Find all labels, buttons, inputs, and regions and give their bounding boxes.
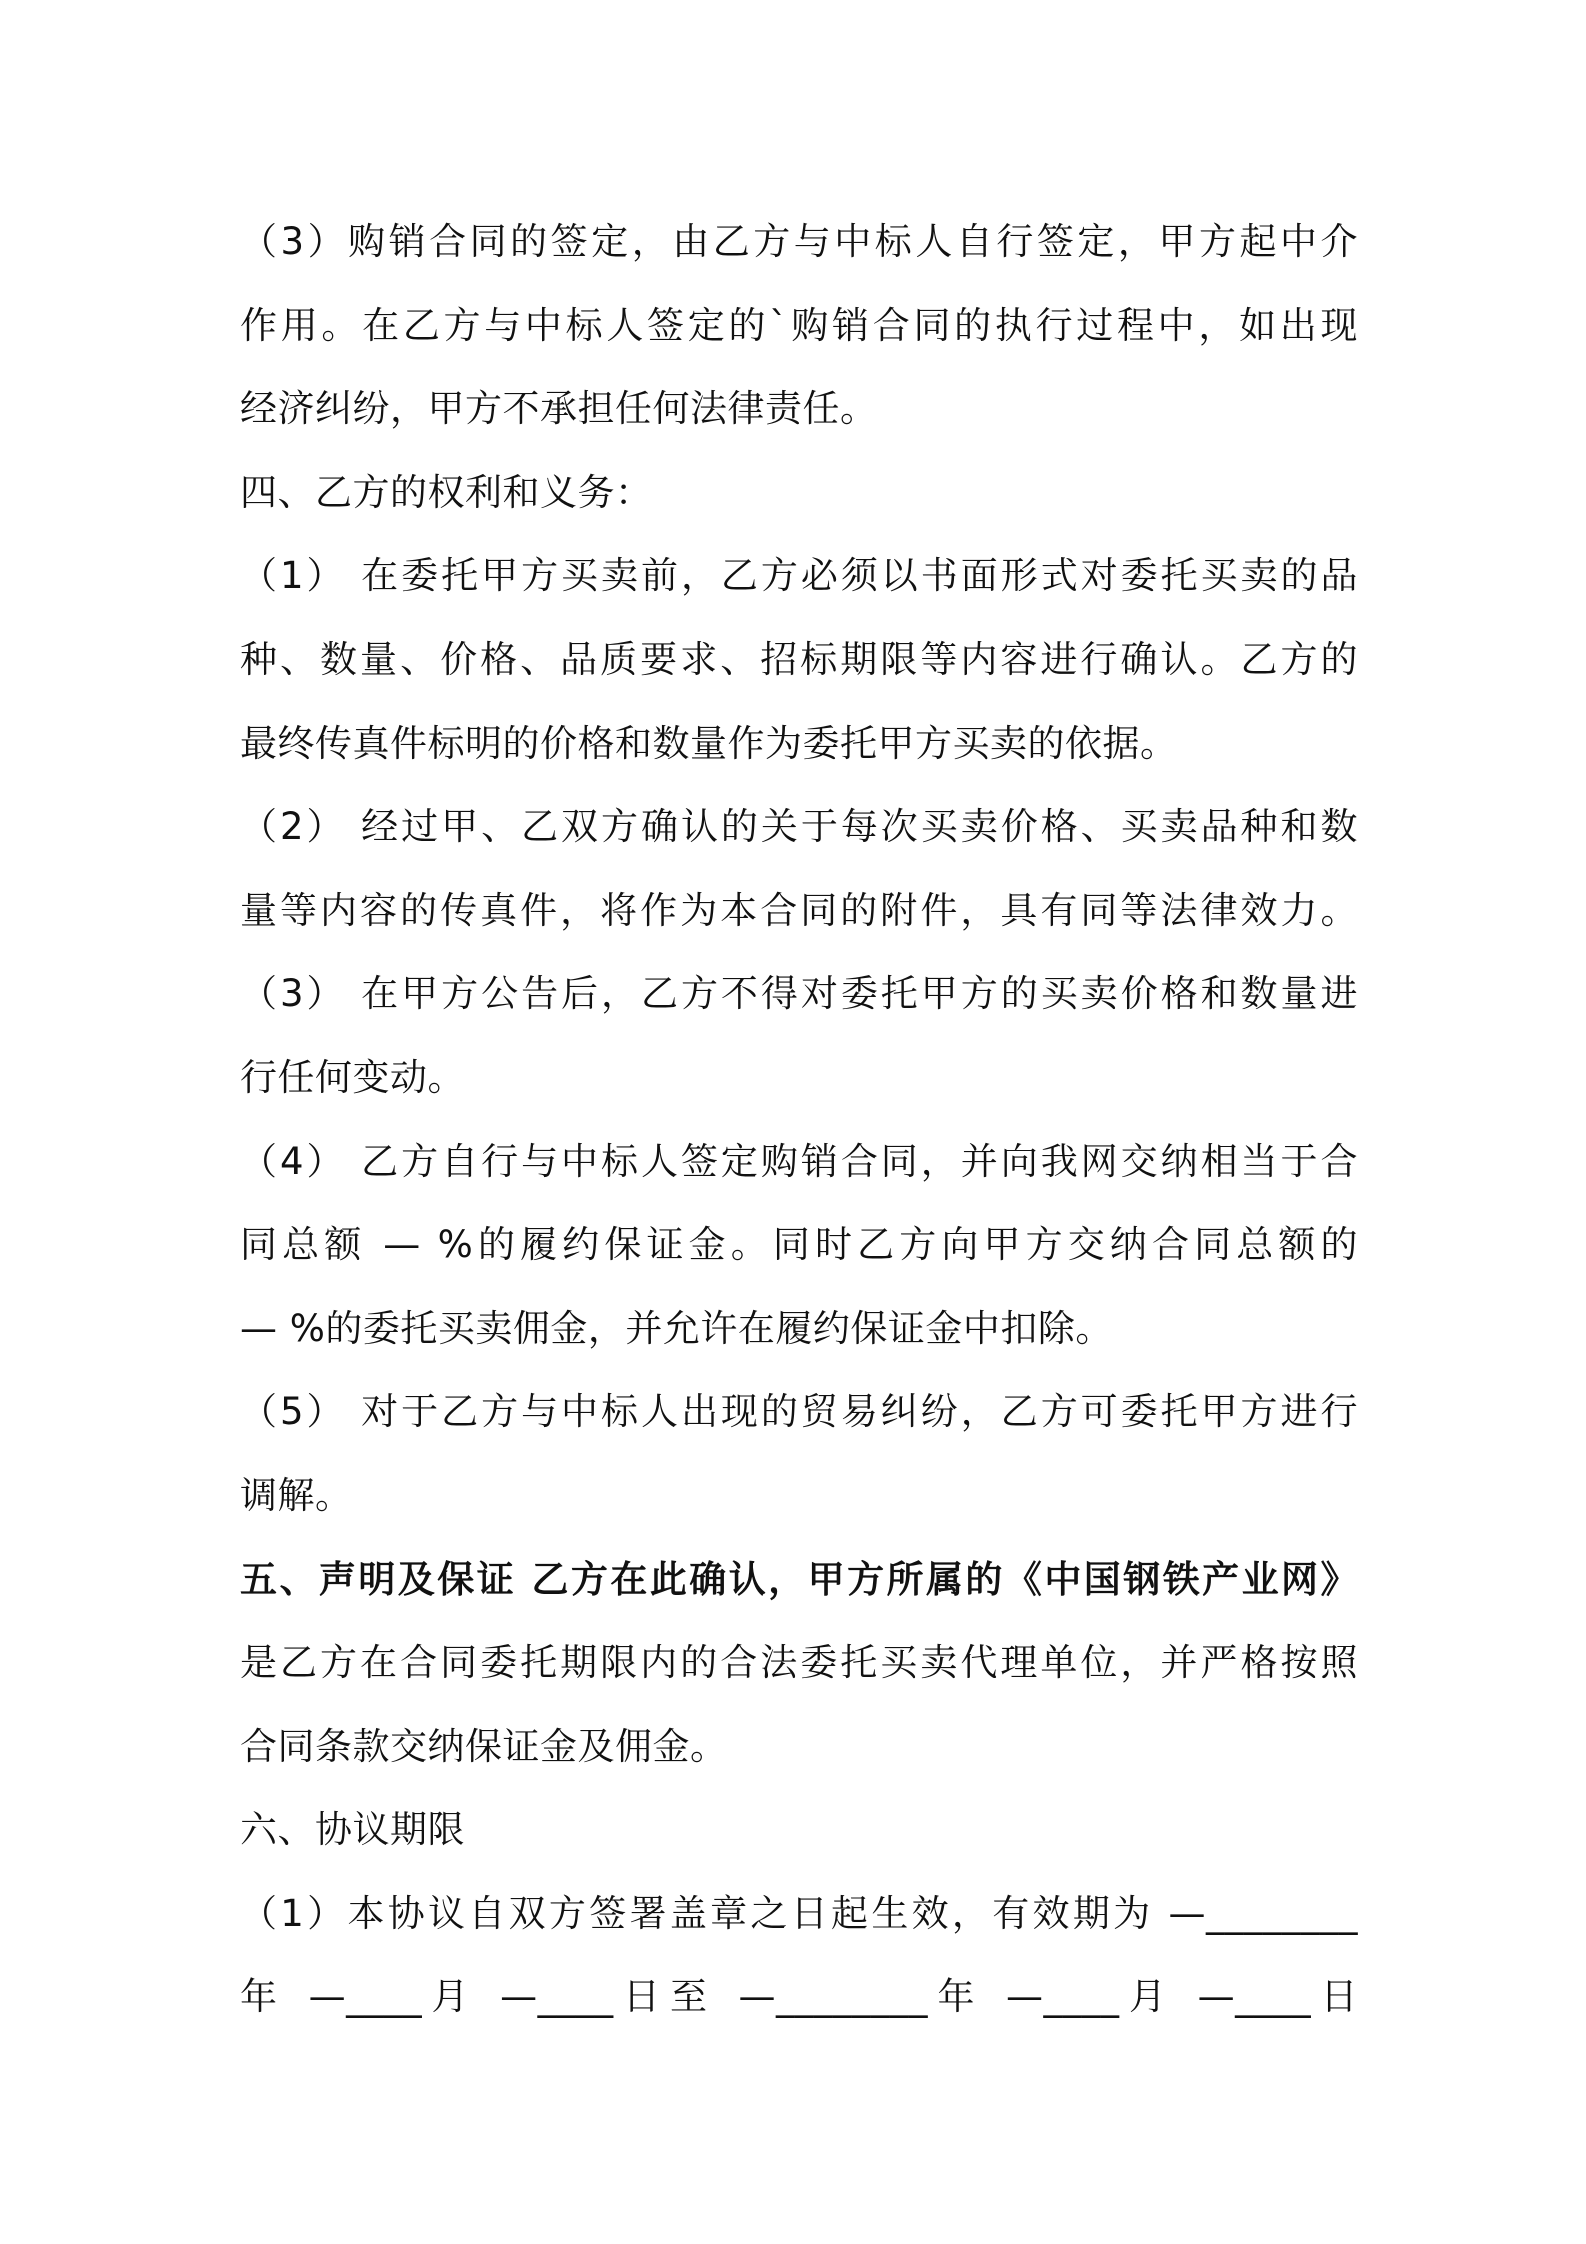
section-6-item-1-line-1: （1）本协议自双方签署盖章之日起生效，有效期为 —________	[240, 1891, 1358, 1935]
section-5-line-1: 五、声明及保证 乙方在此确认，甲方所属的《中国钢铁产业网》	[240, 1557, 1358, 1601]
section-5-line-3: 合同条款交纳保证金及佣金。	[240, 1724, 728, 1768]
section-4-item-1-line-3: 最终传真件标明的价格和数量作为委托甲方买卖的依据。	[240, 721, 1178, 765]
section-6-item-1-line-2: 年 —____月 —____日至 —________年 —____月 —____日	[240, 1975, 1358, 2019]
section-4-item-3-line-1: （3） 在甲方公告后，乙方不得对委托甲方的买卖价格和数量进	[240, 972, 1358, 1016]
section-4-item-5-line-1: （5） 对于乙方与中标人出现的贸易纠纷，乙方可委托甲方进行	[240, 1390, 1358, 1434]
section-4-heading: 四、乙方的权利和义务：	[240, 470, 653, 514]
section-4-item-4-line-3: — %的委托买卖佣金，并允许在履约保证金中扣除。	[240, 1306, 1113, 1350]
document-body	[240, 200, 1358, 2039]
clause-3-line-3: 经济纠纷，甲方不承担任何法律责任。	[240, 387, 878, 431]
section-4-item-4-line-2: 同总额 — %的履约保证金。同时乙方向甲方交纳合同总额的	[240, 1223, 1358, 1267]
section-4-item-5-line-2: 调解。	[240, 1473, 353, 1517]
section-4-item-1-line-2: 种、数量、价格、品质要求、招标期限等内容进行确认。乙方的	[240, 637, 1358, 681]
section-4-item-1-line-1: （1） 在委托甲方买卖前，乙方必须以书面形式对委托买卖的品	[240, 554, 1358, 598]
clause-3-line-2: 作用。在乙方与中标人签定的`购销合同的执行过程中，如出现	[240, 303, 1358, 347]
section-4-item-2-line-2: 量等内容的传真件，将作为本合同的附件，具有同等法律效力。	[240, 888, 1358, 932]
section-4-item-2-line-1: （2） 经过甲、乙双方确认的关于每次买卖价格、买卖品种和数	[240, 805, 1358, 849]
clause-3-line-1: （3）购销合同的签定，由乙方与中标人自行签定，甲方起中介	[240, 220, 1358, 263]
section-5-line-2: 是乙方在合同委托期限内的合法委托买卖代理单位，并严格按照	[240, 1641, 1358, 1685]
section-6-heading: 六、协议期限	[240, 1808, 465, 1852]
section-4-item-3-line-2: 行任何变动。	[240, 1055, 465, 1099]
section-4-item-4-line-1: （4） 乙方自行与中标人签定购销合同，并向我网交纳相当于合	[240, 1139, 1358, 1183]
